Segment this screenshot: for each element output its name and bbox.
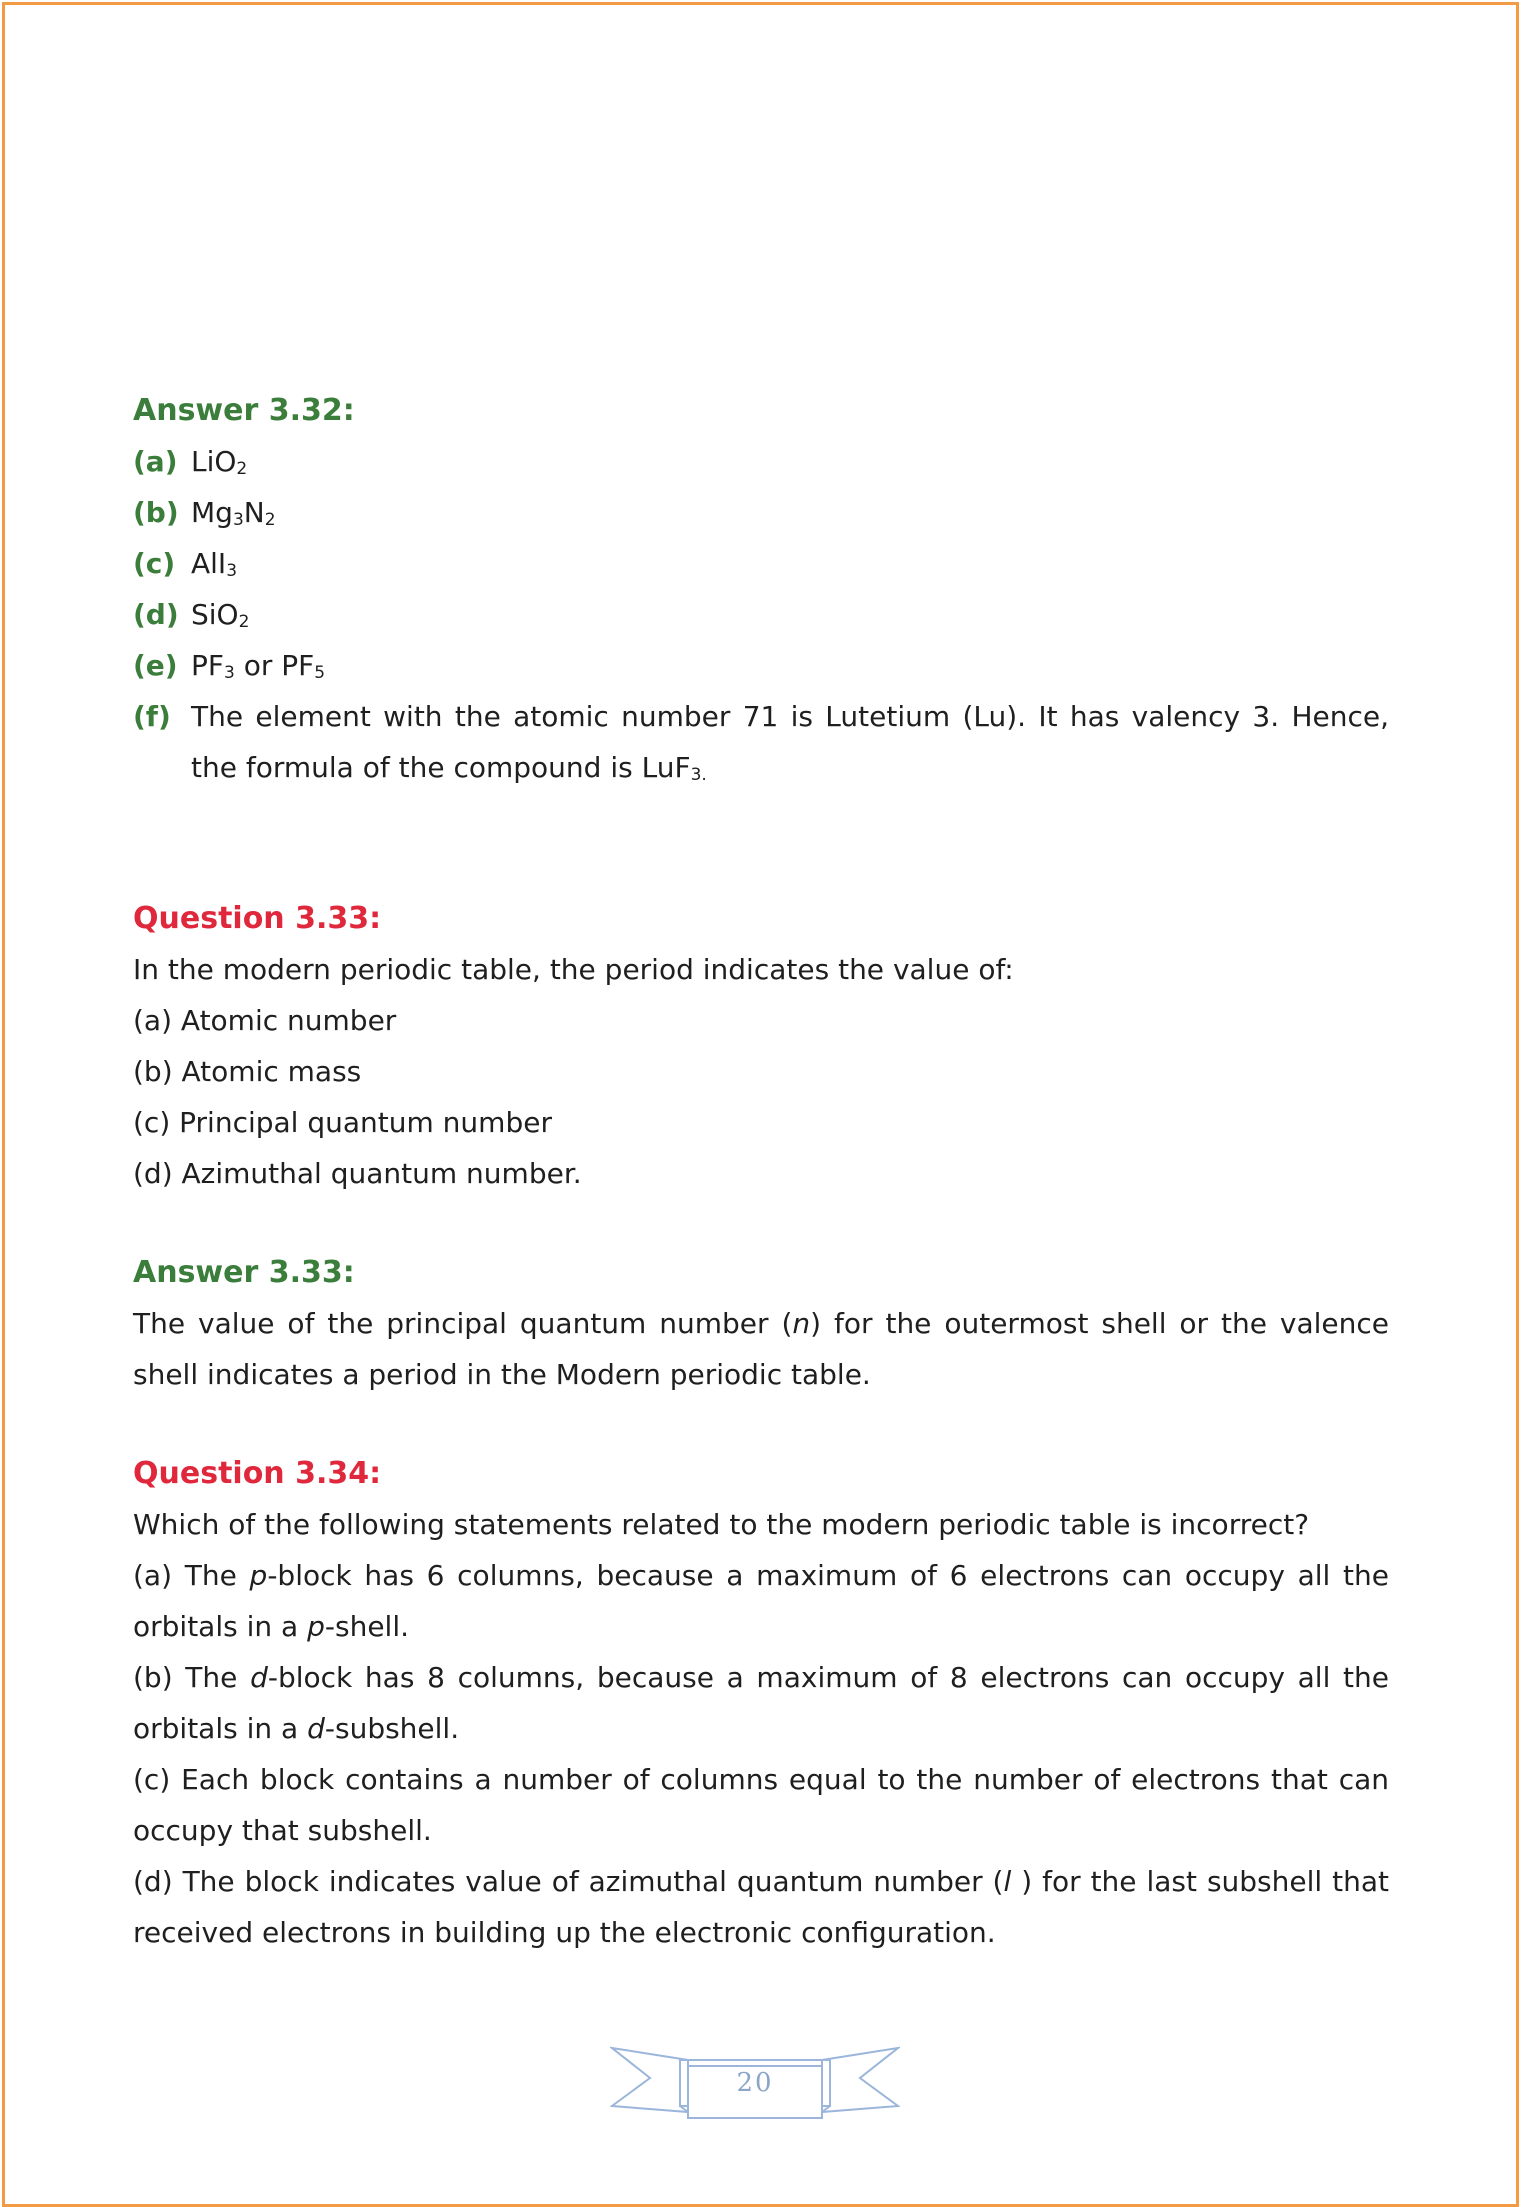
formula: AlI$_3$ [191, 547, 238, 581]
question-option: (a) The p-block has 6 columns, because a maximum of 6 electrons can occupy all the orbitals in a p-shell. [133, 1559, 1389, 1643]
item-label: (a) [133, 445, 178, 478]
question-option: (a) Atomic number [133, 1004, 397, 1037]
question-option: (c) Principal quantum number [133, 1106, 552, 1139]
item-label: (c) [133, 547, 176, 580]
answer-item-c [133, 538, 1389, 589]
answer-3-33-text: The value of the principal quantum number (n) for the outermost shell or the valence shell indicates a period in the Modern periodic table. [133, 1307, 1389, 1391]
formula: SiO$_2$ [191, 598, 250, 632]
formula: LiO$_2$ [191, 445, 248, 479]
question-3-34-stem: Which of the following statements related to the modern periodic table is incorrect? [133, 1508, 1310, 1541]
answer-item-e [133, 640, 1389, 691]
item-label: (e) [133, 649, 178, 682]
page-content [133, 385, 1389, 1958]
formula: $Mg_3N_2$ [191, 496, 276, 530]
question-option: (d) Azimuthal quantum number. [133, 1157, 582, 1190]
question-3-34-heading: Question 3.34: [133, 1456, 382, 1491]
answer-item-a [133, 436, 1389, 487]
question-option: (b) The d-block has 8 columns, because a maximum of 8 electrons can occupy all the orbitals in a d-subshell. [133, 1661, 1389, 1745]
answer-item-b [133, 487, 1389, 538]
page-number: 20 [736, 2068, 774, 2098]
answer-3-33-heading: Answer 3.33: [133, 1255, 355, 1290]
page-number-ribbon [610, 2046, 900, 2126]
item-label: (d) [133, 598, 179, 631]
item-label: (b) [133, 496, 179, 529]
question-option: (b) Atomic mass [133, 1055, 362, 1088]
question-option: (d) The block indicates value of azimuthal quantum number (l ) for the last subshell that received electrons in building up the electronic configuration. [133, 1865, 1389, 1949]
answer-item-f [133, 691, 1389, 793]
item-label: (f) [133, 700, 171, 733]
question-3-33-stem: In the modern periodic table, the period indicates the value of: [133, 953, 1014, 986]
question-option: (c) Each block contains a number of columns equal to the number of electrons that can occupy that subshell. [133, 1763, 1389, 1847]
answer-text: The element with the atomic number 71 is Lutetium (Lu). It has valency 3. Hence, the formula of the compound is LuF$_{3.}$ [191, 700, 1389, 785]
question-3-33-heading: Question 3.33: [133, 901, 382, 936]
answer-3-32-heading: Answer 3.32: [133, 393, 355, 428]
formula: $PF_3$ or $PF_5$ [191, 649, 326, 683]
answer-item-d [133, 589, 1389, 640]
